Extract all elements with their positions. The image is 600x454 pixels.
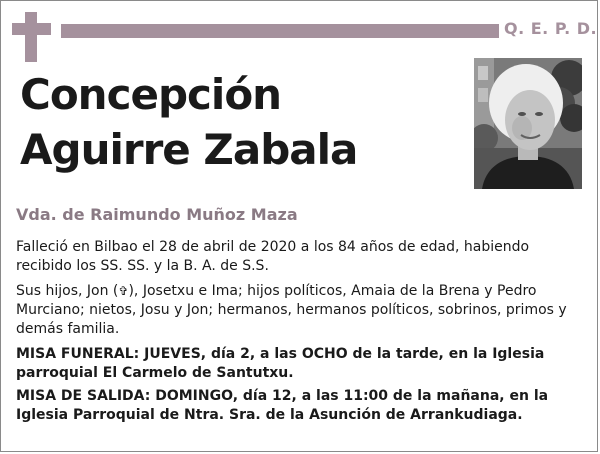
funeral-mass: MISA FUNERAL: JUEVES, día 2, a las OCHO de la tarde, en la Iglesia parroquial El Carmelo de Santutxu.	[16, 346, 545, 381]
departure-mass: MISA DE SALIDA: DOMINGO, día 12, a las 11:00 de la mañana, en la Iglesia Parroquial de Ntra. Sra. de la Asunción de Arrankudiaga.	[16, 388, 549, 423]
family-text-start: Sus hijos, Jon (	[16, 283, 119, 299]
family-text-end: ), Josetxu e Ima; hijos políticos, Amaia de la Brena y Pedro Murciano; nietos, Josu y Jon; hermanos, hermanos políticos, sobrinos, primos y demás familia.	[16, 283, 567, 337]
qepd-label: Q. E. P. D.	[504, 19, 598, 38]
header-band	[61, 24, 499, 38]
portrait-graphic	[474, 58, 582, 189]
family-paragraph	[16, 282, 584, 339]
cross-horizontal-bar	[12, 23, 51, 35]
cross-vertical-bar	[25, 12, 37, 62]
deceased-name	[20, 67, 357, 177]
portrait-photo	[474, 58, 582, 189]
deceased-cross-icon: ✞	[118, 284, 129, 298]
notice-body	[16, 238, 584, 429]
first-name: Concepción	[20, 70, 282, 119]
surnames: Aguirre Zabala	[20, 125, 358, 174]
death-statement: Falleció en Bilbao el 28 de abril de 2020 a los 84 años de edad, habiendo recibido los SS. SS. y la B. A. de S.S.	[16, 239, 530, 274]
widow-of-line: Vda. de Raimundo Muñoz Maza	[16, 205, 298, 224]
